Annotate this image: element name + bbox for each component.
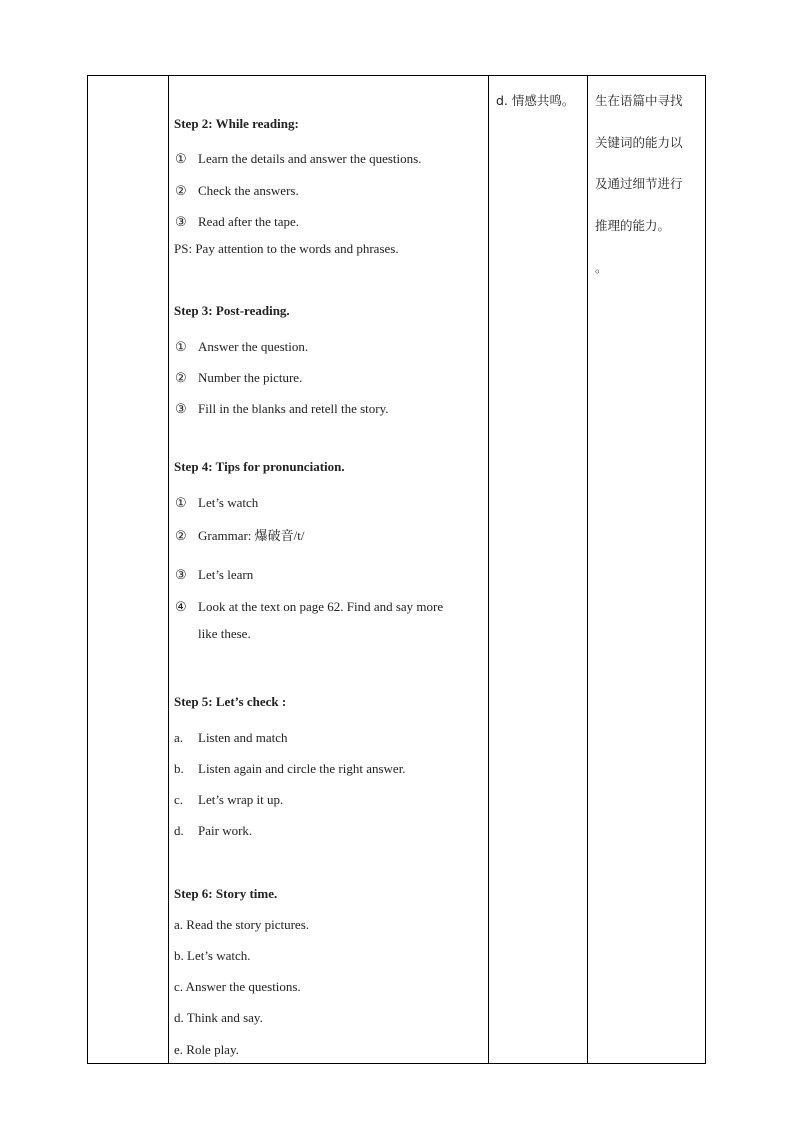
step4-heading: Step 4: Tips for pronunciation. bbox=[174, 459, 345, 474]
list-item: Fill in the blanks and retell the story. bbox=[198, 401, 389, 416]
step6-heading: Step 6: Story time. bbox=[174, 886, 278, 901]
list-marker: d. bbox=[174, 823, 184, 838]
list-marker: ③ bbox=[175, 214, 187, 229]
list-item: Listen again and circle the right answer. bbox=[198, 761, 406, 776]
list-item: b. Let’s watch. bbox=[174, 948, 251, 963]
list-marker: ① bbox=[175, 339, 187, 354]
list-item: c. Answer the questions. bbox=[174, 979, 301, 994]
list-item: Look at the text on page 62. Find and say more bbox=[198, 599, 444, 614]
goals-cell bbox=[489, 76, 587, 1063]
list-item: Learn the details and answer the questions. bbox=[198, 151, 422, 166]
goal-text: d. 情感共鸣。 bbox=[496, 93, 575, 108]
purpose-cell bbox=[588, 76, 706, 1063]
activities-cell bbox=[169, 76, 488, 1063]
list-item: Let’s learn bbox=[198, 567, 254, 582]
list-item: Answer the question. bbox=[198, 339, 309, 354]
list-item: Check the answers. bbox=[198, 183, 299, 198]
list-item: Read after the tape. bbox=[198, 214, 300, 229]
step2-note: PS: Pay attention to the words and phrases. bbox=[174, 241, 399, 256]
list-item: Grammar: 爆破音/t/ bbox=[198, 528, 305, 543]
purpose-line: 及通过细节进行 bbox=[595, 176, 683, 191]
purpose-line: 关键词的能力以 bbox=[595, 135, 683, 150]
list-item: d. Think and say. bbox=[174, 1010, 263, 1025]
step5-heading: Step 5: Let’s check : bbox=[174, 694, 287, 709]
list-marker: ③ bbox=[175, 401, 187, 416]
list-item: Let’s wrap it up. bbox=[198, 792, 284, 807]
list-marker: ④ bbox=[175, 599, 187, 614]
list-item: Listen and match bbox=[198, 730, 288, 745]
purpose-line: 。 bbox=[595, 260, 608, 275]
lesson-plan-table bbox=[87, 75, 706, 1064]
purpose-line: 推理的能力。 bbox=[595, 218, 671, 233]
list-item: Number the picture. bbox=[198, 370, 303, 385]
list-marker: ① bbox=[175, 151, 187, 166]
list-marker: b. bbox=[174, 761, 184, 776]
purpose-line: 生在语篇中寻找 bbox=[595, 93, 683, 108]
list-marker: a. bbox=[174, 730, 184, 745]
list-item-continued: like these. bbox=[198, 626, 251, 641]
step3-heading: Step 3: Post-reading. bbox=[174, 303, 290, 318]
list-marker: ② bbox=[175, 528, 187, 543]
step2-heading: Step 2: While reading: bbox=[174, 116, 299, 131]
list-marker: ② bbox=[175, 370, 187, 385]
list-marker: c. bbox=[174, 792, 184, 807]
list-item: a. Read the story pictures. bbox=[174, 917, 310, 932]
list-item: Pair work. bbox=[198, 823, 253, 838]
list-item: e. Role play. bbox=[174, 1042, 239, 1057]
list-marker: ① bbox=[175, 495, 187, 510]
list-marker: ② bbox=[175, 183, 187, 198]
list-item: Let’s watch bbox=[198, 495, 259, 510]
list-marker: ③ bbox=[175, 567, 187, 582]
